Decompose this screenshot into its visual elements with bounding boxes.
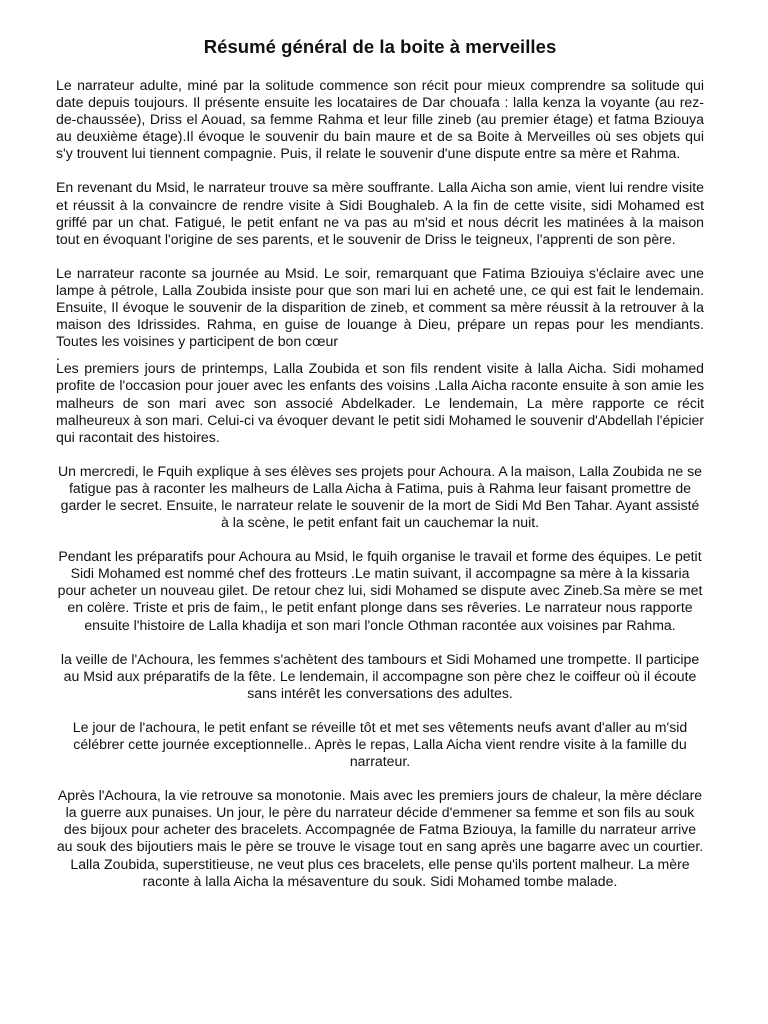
paragraph-4: Les premiers jours de printemps, Lalla Zoubida et son fils rendent visite à lalla Aicha. Sidi mohamed profite de l'occasion pour jouer avec les enfants des voisins .Lalla Aicha raconte ensuite à son amie les malheurs de son mari avec son associé Abdelkader. Le lendemain, La mère rapporte ce récit malheureux à son mari. Celui-ci va évoquer devant le petit sidi Mohamed le souvenir d'Abdellah l'épicier qui racontait des histoires. bbox=[56, 360, 704, 445]
paragraph-5: Un mercredi, le Fquih explique à ses élèves ses projets pour Achoura. A la maison, Lalla Zoubida ne se fatigue pas à raconter les malheurs de Lalla Aicha à Fatima, puis à Rahma leur faisant promettre de garder le secret. Ensuite, le narrateur relate le souvenir de la mort de Sidi Md Ben Tahar. Ayant assisté à la scène, le petit enfant fait un cauchemar la nuit. bbox=[58, 462, 702, 531]
paragraph-1: Le narrateur adulte, miné par la solitude commence son récit pour mieux comprendre sa solitude qui date depuis toujours. Il présente ensuite les locataires de Dar chouafa : lalla kenza la voyante (au rez-de-chaussée), Driss el Aouad, sa femme Rahma et leur fille zineb (au premier étage) et fatma Bziouya au deuxième étage).Il évoque le souvenir du bain maure et de sa Boite à Merveilles où ses objets qui s'y trouvent lui tiennent compagnie. Puis, il relate le souvenir d'une dispute entre sa mère et Rahma. bbox=[56, 77, 704, 162]
paragraph-3: Le narrateur raconte sa journée au Msid. Le soir, remarquant que Fatima Bziouiya s'éclaire avec une lampe à pétrole, Lalla Zoubida insiste pour que son mari lui en acheté une, ce qui est fait le lendemain. Ensuite, Il évoque le souvenir de la disparition de zineb, et comment sa mère réussit à la retrouver à la maison des Idrissides. Rahma, en guise de louange à Dieu, prépare un repas pour les mendiants. Toutes les voisines y participent de bon cœur bbox=[56, 264, 704, 350]
paragraph-9: Après l'Achoura, la vie retrouve sa monotonie. Mais avec les premiers jours de chaleur, la mère déclare la guerre aux punaises. Un jour, le père du narrateur décide d'emmener sa femme et son fils au souk des bijoux pour acheter des bracelets. Accompagnée de Fatma Bziouya, la famille du narrateur arrive au souk des bijoutiers mais le père se trouve le visage tout en sang après une bagarre avec un courtier. Lalla Zoubida, superstitieuse, ne veut plus ces bracelets, elle pense qu'ils portent malheur. La mère raconte à lalla Aicha la mésaventure du souk. Sidi Mohamed tombe malade. bbox=[56, 787, 704, 889]
stray-dot: . bbox=[56, 347, 60, 364]
paragraph-2: En revenant du Msid, le narrateur trouve sa mère souffrante. Lalla Aicha son amie, vient lui rendre visite et réussit à la convaincre de rendre visite à Sidi Boughaleb. A la fin de cette visite, sidi Mohamed est griffé par un chat. Fatigué, le petit enfant ne va pas au m'sid et nous décrit les matinées à la maison tout en évoquant l'origine de ses parents, et le souvenir de Driss le teigneux, l'apprenti de son père. bbox=[56, 179, 704, 247]
paragraph-8: Le jour de l'achoura, le petit enfant se réveille tôt et met ses vêtements neufs avant d'aller au m'sid célébrer cette journée exceptionnelle.. Après le repas, Lalla Aicha vient rendre visite à la famille du narrateur. bbox=[72, 718, 688, 770]
paragraph-6: Pendant les préparatifs pour Achoura au Msid, le fquih organise le travail et forme des équipes. Le petit Sidi Mohamed est nommé chef des frotteurs .Le matin suivant, il accompagne sa mère à la kissaria pour acheter un nouveau gilet. De retour chez lui, sidi Mohamed se dispute avec Zineb.Sa mère se met en colère. Triste et pris de faim,, le petit enfant plonge dans ses rêveries. Le narrateur nous rapporte ensuite l'histoire de Lalla khadija et son mari l'oncle Othman racontée aux voisines par Rahma. bbox=[57, 548, 703, 633]
document-title: Résumé général de la boite à merveilles bbox=[203, 36, 557, 57]
paragraph-7: la veille de l'Achoura, les femmes s'achètent des tambours et Sidi Mohamed une trompette. Il participe au Msid aux préparatifs de la fête. Le lendemain, il accompagne son père chez le coiffeur où il écoute sans intérêt les conversations des adultes. bbox=[60, 650, 700, 701]
